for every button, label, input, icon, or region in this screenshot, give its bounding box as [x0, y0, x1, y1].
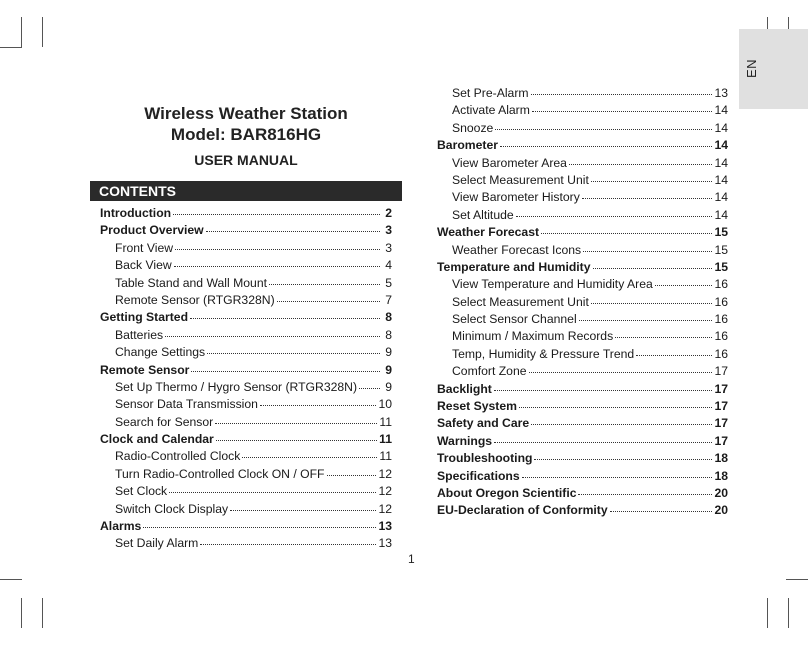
- toc-leader-dots: [534, 459, 712, 460]
- toc-entry: [437, 468, 728, 485]
- toc-entry: [437, 363, 728, 380]
- toc-entry-page: 14: [714, 138, 728, 153]
- toc-entry-label: Set Up Thermo / Hygro Sensor (RTGR328N): [115, 379, 358, 394]
- toc-entry: [437, 155, 728, 172]
- crop-mark: [42, 17, 43, 47]
- crop-mark: [0, 47, 22, 48]
- toc-leader-dots: [277, 301, 380, 302]
- toc-entry-page: 18: [714, 451, 728, 466]
- toc-entry-label: Radio-Controlled Clock: [115, 449, 241, 464]
- toc-entry-page: 11: [379, 432, 392, 447]
- toc-entry: [100, 414, 392, 431]
- toc-leader-dots: [200, 544, 376, 545]
- toc-leader-dots: [531, 424, 712, 425]
- toc-left-column: [100, 205, 392, 553]
- toc-entry-label: Snooze: [452, 120, 494, 135]
- toc-entry-page: 17: [714, 433, 728, 448]
- toc-entry: [437, 398, 728, 415]
- toc-entry: [100, 535, 392, 552]
- toc-entry: [100, 483, 392, 500]
- toc-leader-dots: [610, 511, 713, 512]
- toc-entry-page: 17: [714, 399, 728, 414]
- toc-entry-label: Remote Sensor (RTGR328N): [115, 292, 275, 307]
- toc-entry-page: 13: [378, 519, 392, 534]
- toc-leader-dots: [636, 355, 712, 356]
- toc-entry-label: Temp, Humidity & Pressure Trend: [452, 346, 635, 361]
- toc-leader-dots: [207, 353, 380, 354]
- toc-entry: [437, 328, 728, 345]
- toc-entry-label: Backlight: [437, 381, 492, 396]
- toc-entry-label: Specifications: [437, 468, 520, 483]
- toc-entry-label: Barometer: [437, 138, 498, 153]
- toc-entry-label: Turn Radio-Controlled Clock ON / OFF: [115, 466, 325, 481]
- toc-entry-label: Change Settings: [115, 345, 206, 360]
- crop-mark: [786, 579, 808, 580]
- toc-leader-dots: [359, 388, 380, 389]
- contents-heading: CONTENTS: [90, 181, 402, 201]
- language-tab-label: EN: [744, 58, 759, 78]
- toc-entry-label: About Oregon Scientific: [437, 485, 577, 500]
- toc-entry-label: Comfort Zone: [452, 364, 527, 379]
- toc-entry-label: Warnings: [437, 433, 493, 448]
- toc-entry: [437, 450, 728, 467]
- toc-leader-dots: [615, 337, 712, 338]
- toc-leader-dots: [327, 475, 377, 476]
- toc-entry: [437, 433, 728, 450]
- toc-entry: [437, 346, 728, 363]
- toc-entry-page: 2: [385, 206, 392, 220]
- toc-entry: [437, 276, 728, 293]
- toc-leader-dots: [191, 371, 380, 372]
- toc-entry-label: Back View: [115, 258, 172, 273]
- toc-entry: [437, 485, 728, 502]
- toc-entry-page: 7: [385, 292, 392, 307]
- toc-entry: [437, 294, 728, 311]
- toc-leader-dots: [532, 111, 713, 112]
- toc-entry-page: 9: [385, 379, 392, 394]
- toc-entry-page: 16: [714, 294, 728, 309]
- toc-leader-dots: [215, 423, 377, 424]
- toc-entry-label: Set Daily Alarm: [115, 536, 199, 551]
- toc-entry: [100, 466, 392, 483]
- toc-entry-page: 8: [385, 310, 392, 325]
- toc-entry: [437, 311, 728, 328]
- toc-entry-label: Search for Sensor: [115, 414, 214, 429]
- toc-entry-page: 11: [379, 414, 392, 429]
- toc-entry: [437, 172, 728, 189]
- toc-leader-dots: [531, 94, 713, 95]
- crop-mark: [21, 598, 22, 628]
- toc-entry-page: 15: [714, 225, 728, 240]
- toc-entry-page: 9: [385, 345, 392, 360]
- toc-entry-page: 8: [385, 327, 392, 342]
- toc-entry-label: Reset System: [437, 399, 517, 414]
- toc-entry: [100, 362, 392, 379]
- toc-entry-label: Remote Sensor: [100, 362, 190, 377]
- toc-leader-dots: [541, 233, 712, 234]
- toc-entry-label: Weather Forecast Icons: [452, 242, 582, 257]
- toc-entry-label: Temperature and Humidity: [437, 259, 591, 274]
- toc-entry-page: 11: [379, 449, 392, 464]
- toc-entry-label: Batteries: [115, 327, 164, 342]
- toc-entry: [100, 501, 392, 518]
- toc-entry-page: 3: [385, 223, 392, 238]
- toc-leader-dots: [494, 390, 713, 391]
- toc-entry-label: Getting Started: [100, 310, 189, 325]
- toc-entry: [437, 242, 728, 259]
- toc-entry: [100, 448, 392, 465]
- document-model: Model: BAR816HG: [170, 125, 322, 144]
- toc-entry-label: Set Clock: [115, 484, 168, 499]
- toc-entry: [100, 344, 392, 361]
- toc-entry: [100, 292, 392, 309]
- toc-entry-page: 17: [714, 364, 728, 379]
- toc-leader-dots: [529, 372, 713, 373]
- toc-entry-label: Select Measurement Unit: [452, 294, 589, 309]
- toc-entry-label: Weather Forecast: [437, 225, 540, 240]
- toc-entry-label: Activate Alarm: [452, 103, 530, 118]
- toc-leader-dots: [583, 251, 712, 252]
- toc-leader-dots: [579, 320, 713, 321]
- toc-entry: [437, 415, 728, 432]
- toc-entry-page: 18: [714, 468, 728, 483]
- document-title: Wireless Weather Station: [144, 104, 348, 123]
- toc-entry: [437, 137, 728, 154]
- toc-entry-label: View Barometer Area: [452, 155, 567, 170]
- toc-leader-dots: [519, 407, 712, 408]
- toc-entry-label: Switch Clock Display: [115, 501, 229, 516]
- toc-leader-dots: [216, 440, 377, 441]
- toc-leader-dots: [269, 284, 380, 285]
- toc-entry: [100, 222, 392, 239]
- toc-entry-page: 17: [714, 381, 728, 396]
- toc-entry-label: Table Stand and Wall Mount: [115, 275, 267, 290]
- toc-entry-page: 14: [714, 155, 728, 170]
- toc-entry: [100, 275, 392, 292]
- toc-entry: [100, 396, 392, 413]
- toc-entry-page: 14: [714, 172, 728, 187]
- toc-entry-page: 14: [714, 103, 728, 118]
- toc-leader-dots: [591, 303, 713, 304]
- toc-entry: [437, 502, 728, 519]
- toc-entry-label: Alarms: [100, 519, 142, 534]
- toc-leader-dots: [655, 285, 713, 286]
- toc-entry-page: 14: [714, 120, 728, 135]
- toc-entry-page: 16: [714, 277, 728, 292]
- toc-leader-dots: [516, 216, 713, 217]
- toc-entry-label: Introduction: [100, 206, 172, 220]
- toc-entry-page: 13: [714, 86, 728, 100]
- toc-leader-dots: [569, 164, 713, 165]
- toc-entry: [100, 327, 392, 344]
- toc-entry: [437, 102, 728, 119]
- toc-entry-page: 13: [378, 536, 392, 551]
- toc-entry-page: 16: [714, 346, 728, 361]
- document-subtitle: USER MANUAL: [194, 152, 298, 168]
- toc-entry-label: Select Measurement Unit: [452, 172, 589, 187]
- toc-entry: [437, 224, 728, 241]
- toc-entry-label: Product Overview: [100, 223, 204, 238]
- toc-leader-dots: [165, 336, 380, 337]
- toc-entry-page: 15: [714, 242, 728, 257]
- toc-leader-dots: [522, 477, 713, 478]
- toc-entry-page: 14: [714, 207, 728, 222]
- toc-leader-dots: [494, 442, 712, 443]
- toc-entry-label: Clock and Calendar: [100, 432, 214, 447]
- toc-entry: [437, 189, 728, 206]
- toc-entry-label: Front View: [115, 240, 174, 255]
- toc-entry-page: 9: [385, 362, 392, 377]
- toc-leader-dots: [495, 129, 712, 130]
- toc-leader-dots: [173, 214, 380, 215]
- toc-leader-dots: [242, 457, 377, 458]
- toc-entry-label: View Temperature and Humidity Area: [452, 277, 653, 292]
- toc-entry: [437, 85, 728, 102]
- crop-mark: [21, 17, 22, 47]
- toc-entry: [437, 207, 728, 224]
- toc-entry: [437, 381, 728, 398]
- toc-entry-label: Troubleshooting: [437, 451, 533, 466]
- toc-entry-page: 12: [378, 466, 392, 481]
- toc-entry-label: Minimum / Maximum Records: [452, 329, 614, 344]
- toc-entry: [437, 259, 728, 276]
- toc-entry-page: 4: [385, 258, 392, 273]
- toc-entry-page: 17: [714, 416, 728, 431]
- toc-entry-label: EU-Declaration of Conformity: [437, 503, 608, 518]
- page-number: 1: [408, 552, 415, 566]
- toc-leader-dots: [169, 492, 376, 493]
- toc-entry-label: Set Altitude: [452, 207, 514, 222]
- toc-entry-label: Sensor Data Transmission: [115, 397, 258, 412]
- toc-entry: [100, 257, 392, 274]
- language-tab-label-wrap: [739, 29, 808, 109]
- toc-entry: [100, 379, 392, 396]
- toc-entry-page: 16: [714, 329, 728, 344]
- toc-leader-dots: [175, 249, 380, 250]
- toc-entry: [100, 205, 392, 222]
- toc-entry-page: 20: [714, 503, 728, 518]
- toc-leader-dots: [143, 527, 376, 528]
- toc-entry-page: 16: [714, 312, 728, 327]
- toc-leader-dots: [593, 268, 713, 269]
- toc-entry-page: 12: [378, 501, 392, 516]
- toc-entry-label: Select Sensor Channel: [452, 312, 577, 327]
- toc-entry-label: Set Pre-Alarm: [452, 86, 529, 100]
- toc-leader-dots: [578, 494, 712, 495]
- toc-entry-page: 15: [714, 259, 728, 274]
- toc-leader-dots: [582, 198, 713, 199]
- toc-entry: [100, 240, 392, 257]
- crop-mark: [788, 598, 789, 628]
- toc-leader-dots: [206, 231, 380, 232]
- toc-entry-label: View Barometer History: [452, 190, 580, 205]
- toc-entry: [437, 120, 728, 137]
- toc-entry-page: 5: [385, 275, 392, 290]
- crop-mark: [42, 598, 43, 628]
- toc-entry: [100, 309, 392, 326]
- toc-leader-dots: [174, 266, 380, 267]
- toc-entry: [100, 518, 392, 535]
- toc-entry-page: 3: [385, 240, 392, 255]
- toc-entry: [100, 431, 392, 448]
- crop-mark: [0, 579, 22, 580]
- toc-leader-dots: [591, 181, 713, 182]
- toc-entry-page: 10: [378, 397, 392, 412]
- toc-entry-label: Safety and Care: [437, 416, 530, 431]
- toc-right-column: [437, 85, 728, 520]
- toc-leader-dots: [230, 510, 376, 511]
- toc-leader-dots: [260, 405, 377, 406]
- toc-entry-page: 14: [714, 190, 728, 205]
- toc-leader-dots: [190, 318, 380, 319]
- toc-entry-page: 20: [714, 485, 728, 500]
- toc-entry-page: 12: [378, 484, 392, 499]
- crop-mark: [767, 598, 768, 628]
- toc-leader-dots: [500, 146, 712, 147]
